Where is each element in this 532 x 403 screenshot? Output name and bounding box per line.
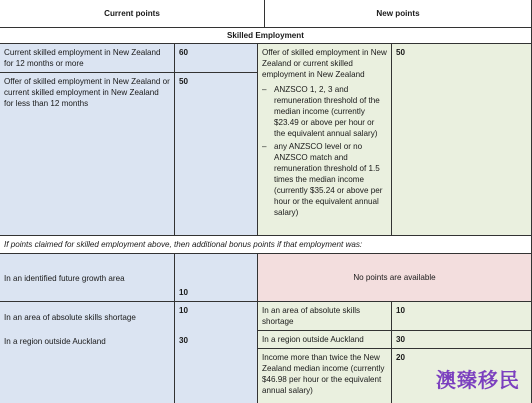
current-row-2-points-value: 50 xyxy=(179,77,189,86)
bonus-current-1-points-value: 10 xyxy=(179,288,189,297)
bonus-note-text: If points claimed for skilled employment above, then additional bonus points if that employment was: xyxy=(4,240,363,249)
current-row-1-points xyxy=(175,44,258,73)
bonus-current-2-points-value: 10 xyxy=(179,306,189,315)
bonus-new-2-text xyxy=(258,331,392,349)
bonus-new-3-label: Income more than twice the New Zealand median income (currently $46.98 per hour or the equivalent annual salary) xyxy=(262,353,385,395)
current-row-1-label: Current skilled employment in New Zealand for 12 months or more xyxy=(4,48,161,68)
bonus-note xyxy=(0,236,532,254)
bonus-new-2-label: In a region outside Auckland xyxy=(262,335,364,344)
bonus-new-2-points xyxy=(392,331,532,349)
bonus-new-3-text xyxy=(258,349,392,403)
bonus-new-none xyxy=(258,254,532,302)
new-offer-points xyxy=(392,44,532,236)
bonus-current-1-points xyxy=(175,254,258,302)
section-title-label: Skilled Employment xyxy=(227,31,304,40)
bonus-current-2-label: In an area of absolute skills shortage xyxy=(4,313,136,322)
bonus-new-1-label: In an area of absolute skills shortage xyxy=(262,306,361,326)
bonus-new-1-points-value: 10 xyxy=(396,306,406,315)
new-offer-points-value: 50 xyxy=(396,48,406,57)
new-offer-bullet-2: – any ANZSCO level or no ANZSCO match and remuneration threshold of 1.5 times the median income (currently $35.24 or above per hour or the equivalent annual salary) xyxy=(262,141,387,218)
watermark-logo: 澳臻移民 xyxy=(436,368,520,392)
new-offer-text xyxy=(258,44,392,236)
bonus-current-3-points-value: 30 xyxy=(179,336,189,345)
header-new xyxy=(265,0,532,28)
header-new-label: New points xyxy=(376,9,420,18)
header-current-label: Current points xyxy=(104,9,160,18)
bonus-new-1-points xyxy=(392,302,532,331)
new-offer-intro: Offer of skilled employment in New Zealand or current skilled employment in New Zealand xyxy=(262,48,387,79)
current-row-2-text xyxy=(0,73,175,236)
current-row-1-text xyxy=(0,44,175,73)
bonus-current-3-label: In a region outside Auckland xyxy=(4,337,106,346)
bonus-new-2-points-value: 30 xyxy=(396,335,406,344)
bonus-current-1-text xyxy=(0,254,175,302)
current-row-2-label: Offer of skilled employment in New Zealand or current skilled employment in New Zealand for less than 12 months xyxy=(4,77,170,108)
bonus-current-rest-points xyxy=(175,302,258,403)
bonus-new-3-points-value: 20 xyxy=(396,353,406,362)
section-title xyxy=(0,28,532,44)
new-offer-bullet-1: – ANZSCO 1, 2, 3 and remuneration threshold of the median income (currently $23.49 or above per hour or the equivalent annual salary) xyxy=(262,84,387,139)
bonus-new-none-label: No points are available xyxy=(353,273,436,282)
header-current xyxy=(0,0,265,28)
current-row-2-points xyxy=(175,73,258,236)
bonus-current-rest-text xyxy=(0,302,175,403)
current-row-1-points-value: 60 xyxy=(179,48,189,57)
bonus-current-1-label: In an identified future growth area xyxy=(4,274,125,283)
bonus-new-1-text xyxy=(258,302,392,331)
